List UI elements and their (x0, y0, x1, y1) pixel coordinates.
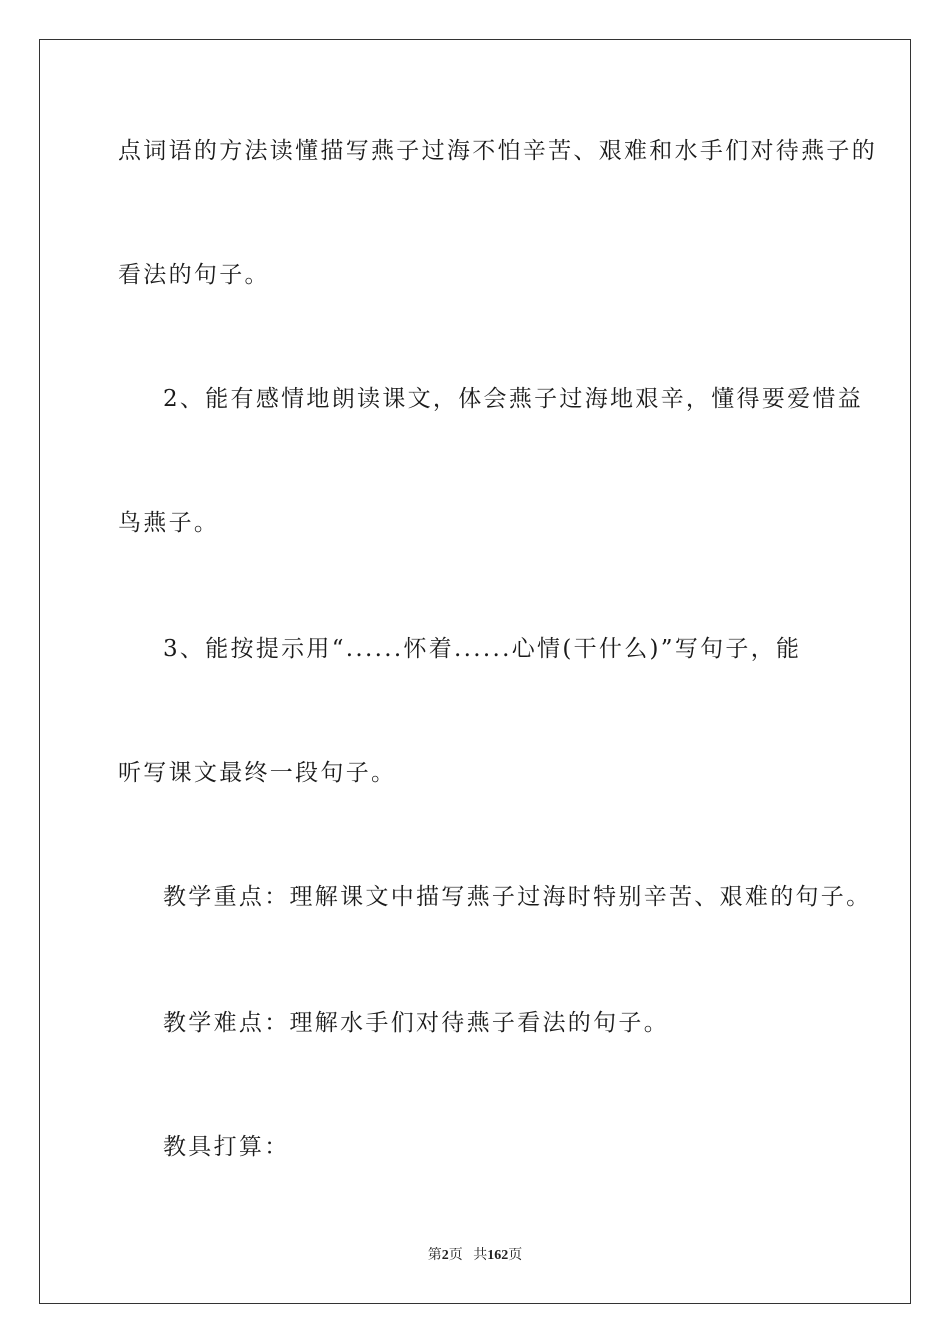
text-line-2: 看法的句子。 (118, 262, 270, 288)
text-line-3: 2、能有感情地朗读课文，体会燕子过海地艰辛，懂得要爱惜益 (163, 386, 864, 412)
page-prefix: 第 (427, 1248, 442, 1263)
total-pages: 162 (487, 1248, 509, 1263)
text-line-9: 教具打算： (163, 1134, 290, 1160)
text-line-5: 3、能按提示用“......怀着......心情(干什么)”写句子，能 (163, 636, 802, 662)
text-line-1: 点词语的方法读懂描写燕子过海不怕辛苦、艰难和水手们对待燕子的 (118, 138, 877, 164)
text-line-7: 教学重点：理解课文中描写燕子过海时特别辛苦、艰难的句子。 (163, 884, 872, 910)
page-number: 2 (441, 1248, 449, 1263)
page-border (39, 39, 911, 1304)
total-suffix: 页 (508, 1248, 523, 1263)
total-prefix: 共 (473, 1248, 488, 1263)
text-line-6: 听写课文最终一段句子。 (118, 760, 397, 786)
page-footer (0, 1244, 950, 1264)
page-suffix: 页 (448, 1248, 463, 1263)
text-line-8: 教学难点：理解水手们对待燕子看法的句子。 (163, 1010, 669, 1036)
text-line-4: 鸟燕子。 (118, 510, 220, 536)
